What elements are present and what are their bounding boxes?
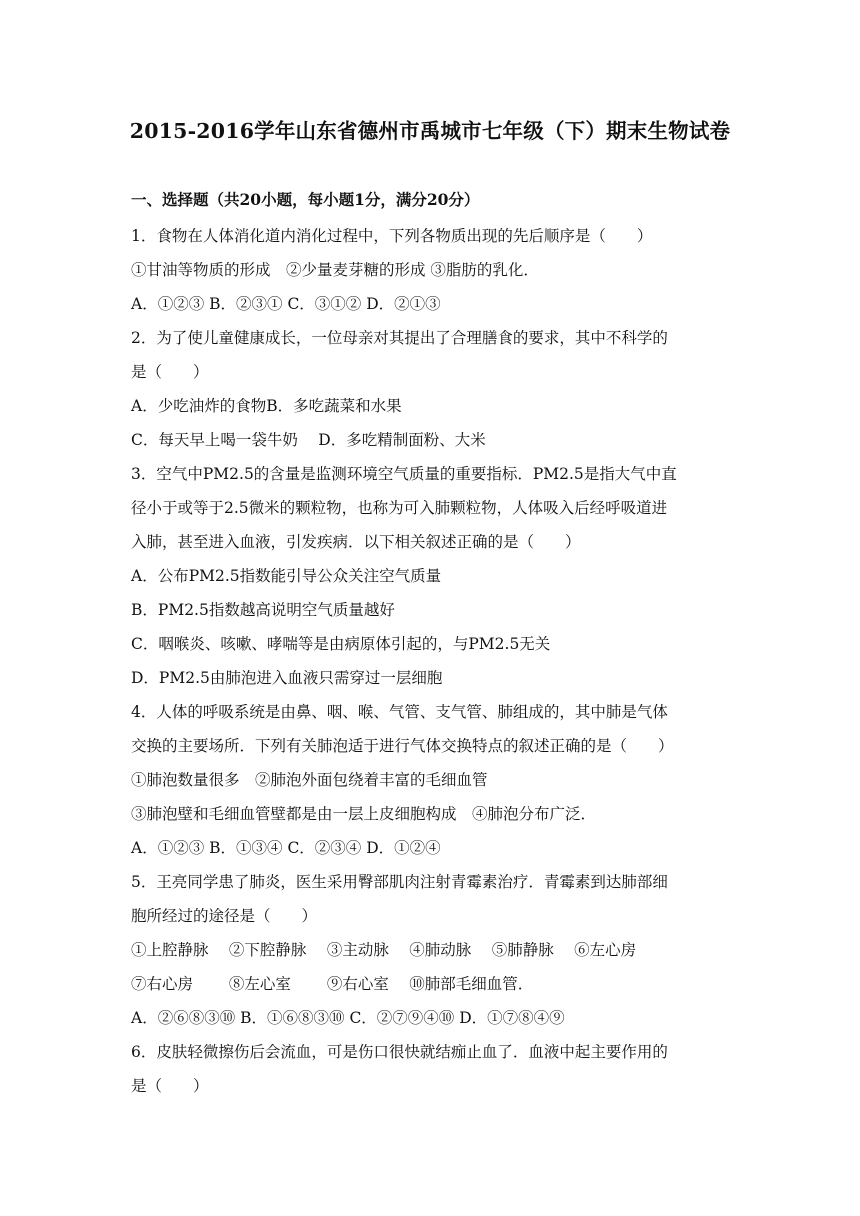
- question-line: 6．皮肤轻微擦伤后会流血，可是伤口很快就结痂止血了．血液中起主要作用的: [131, 1043, 668, 1061]
- question-line: ①肺泡数量很多 ②肺泡外面包绕着丰富的毛细血管: [131, 771, 488, 789]
- answer-option: C．咽喉炎、咳嗽、哮喘等是由病原体引起的，与PM2.5无关: [131, 635, 551, 653]
- question-line: 是（ ）: [131, 1077, 209, 1095]
- question-line: 5．王亮同学患了肺炎，医生采用臀部肌肉注射青霉素治疗．青霉素到达肺部细: [131, 873, 668, 891]
- question-line: ①甘油等物质的形成 ②少量麦芽糖的形成 ③脂肪的乳化．: [131, 261, 539, 279]
- question-line: ③肺泡壁和毛细血管壁都是由一层上皮细胞构成 ④肺泡分布广泛．: [131, 805, 597, 823]
- answer-options: A．①②③ B．②③① C．③①② D．②①③: [131, 295, 441, 313]
- document-title: 2015-2016学年山东省德州市禹城市七年级（下）期末生物试卷: [129, 119, 731, 143]
- question-line: ⑦右心房 ⑧左心室 ⑨右心室 ⑩肺部毛细血管．: [131, 975, 534, 993]
- question-line: 2．为了使儿童健康成长，一位母亲对其提出了合理膳食的要求，其中不科学的: [131, 329, 668, 347]
- question-line: 入肺，甚至进入血液，引发疾病．以下相关叙述正确的是（ ）: [131, 533, 581, 551]
- question-line: 交换的主要场所．下列有关肺泡适于进行气体交换特点的叙述正确的是（ ）: [131, 737, 674, 755]
- answer-option: B．PM2.5指数越高说明空气质量越好: [131, 601, 395, 619]
- answer-option: A．公布PM2.5指数能引导公众关注空气质量: [131, 567, 442, 585]
- answer-option: D．PM2.5由肺泡进入血液只需穿过一层细胞: [131, 669, 443, 687]
- answer-options: C．每天早上喝一袋牛奶 D．多吃精制面粉、大米: [131, 431, 486, 449]
- question-line: 是（ ）: [131, 363, 209, 381]
- question-line: 4．人体的呼吸系统是由鼻、咽、喉、气管、支气管、肺组成的，其中肺是气体: [131, 703, 668, 721]
- question-line: 径小于或等于2.5微米的颗粒物，也称为可入肺颗粒物，人体吸入后经呼吸道进: [131, 499, 668, 517]
- section-heading: 一、选择题（共20小题，每小题1分，满分20分）: [131, 190, 480, 209]
- question-line: ①上腔静脉 ②下腔静脉 ③主动脉 ④肺动脉 ⑤肺静脉 ⑥左心房: [131, 941, 637, 959]
- question-line: 1．食物在人体消化道内消化过程中，下列各物质出现的先后顺序是（ ）: [131, 227, 653, 245]
- question-line: 3．空气中PM2.5的含量是监测环境空气质量的重要指标．PM2.5是指大气中直: [131, 465, 677, 483]
- question-line: 胞所经过的途径是（ ）: [131, 907, 318, 925]
- answer-options: A．①②③ B．①③④ C．②③④ D．①②④: [131, 839, 441, 857]
- answer-options: A．少吃油炸的食物B．多吃蔬菜和水果: [131, 397, 402, 415]
- answer-options: A．②⑥⑧③⑩ B．①⑥⑧③⑩ C．②⑦⑨④⑩ D．①⑦⑧④⑨: [131, 1009, 565, 1027]
